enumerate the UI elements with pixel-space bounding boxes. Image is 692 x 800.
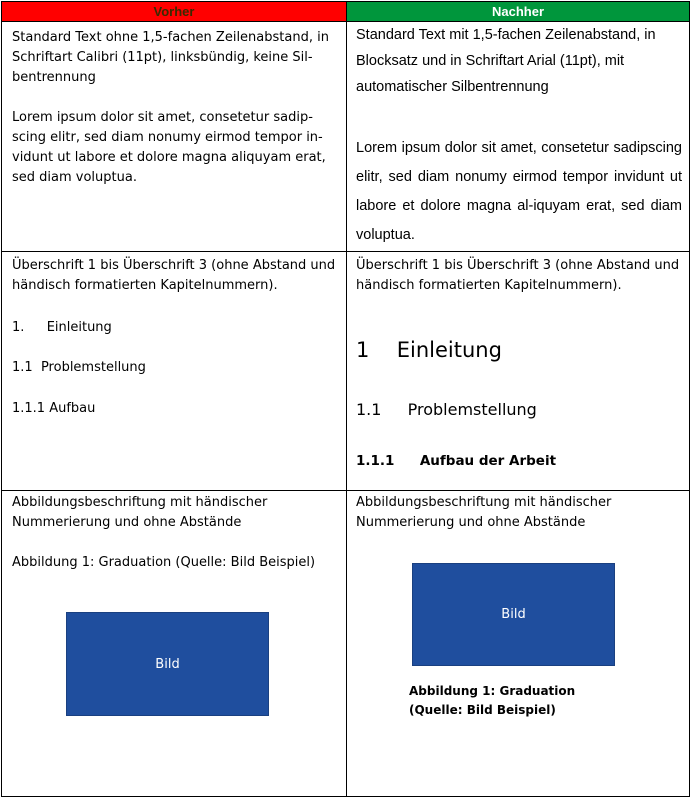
cell-headings-before xyxy=(1,251,347,491)
figure-caption: Abbildung 1: Graduation (Quelle: Bild Beispiel) xyxy=(12,555,316,570)
headings-description: Überschrift 1 bis Überschrift 3 (ohne Abstand und händisch formatierten Kapitelnummern). xyxy=(356,258,680,293)
header-vorher xyxy=(1,1,347,22)
figure-caption-line-2: (Quelle: Bild Beispiel) xyxy=(409,703,556,717)
image-label: Bild xyxy=(155,656,180,672)
cell-captions-after xyxy=(346,490,690,797)
header-nachher xyxy=(346,1,690,22)
header-vorher-label: Vorher xyxy=(153,4,195,19)
cell-headings-after xyxy=(346,251,690,491)
placeholder-image xyxy=(412,563,615,666)
heading-3-after xyxy=(356,451,682,471)
heading-1-number: 1 xyxy=(356,338,370,362)
captions-description: Abbildungsbeschriftung mit händischer Nummerierung und ohne Abstände xyxy=(356,495,612,530)
placeholder-image xyxy=(66,612,269,716)
heading-1-after xyxy=(356,336,682,364)
heading-3-number: 1.1.1 xyxy=(356,453,395,469)
heading-1-text: Einleitung xyxy=(46,320,112,335)
header-nachher-label: Nachher xyxy=(491,4,545,19)
heading-1-number: 1. xyxy=(12,320,25,335)
lorem-ipsum-paragraph: Lorem ipsum dolor sit amet, consetetur sadipscing elitr, sed diam nonumy eirmod tempor invidunt ut labore et dolore magna al-iquyam erat, sed diam voluptua. xyxy=(356,140,682,243)
standard-text-description: Standard Text ohne 1,5-fachen Zeilenabstand, in Schriftart Calibri (11pt), linksbündig, keine Sil-bentrennung xyxy=(12,30,329,85)
heading-1-before xyxy=(12,318,340,338)
heading-1-text: Einleitung xyxy=(396,338,502,362)
cell-standard-text-after xyxy=(346,21,690,252)
standard-text-description: Standard Text mit 1,5-fachen Zeilenabstand, in Blocksatz und in Schriftart Arial (11pt), mit automatischer Silbentrennung xyxy=(356,27,656,95)
comparison-table xyxy=(1,1,690,797)
captions-description: Abbildungsbeschriftung mit händischer Nummerierung und ohne Abstände xyxy=(12,495,268,530)
heading-2-text: Problemstellung xyxy=(407,400,537,419)
lorem-ipsum-paragraph: Lorem ipsum dolor sit amet, consetetur sadip-scing elitr, sed diam nonumy eirmod tempor in-vidunt ut labore et dolore magna aliquyam erat, sed diam voluptua. xyxy=(12,110,326,185)
heading-3-text: Aufbau der Arbeit xyxy=(419,453,557,469)
heading-2-before: 1.1 Problemstellung xyxy=(12,360,146,375)
heading-3-before: 1.1.1 Aufbau xyxy=(12,401,96,416)
heading-2-after xyxy=(356,399,682,421)
image-label: Bild xyxy=(501,607,526,622)
figure-caption-line-1: Abbildung 1: Graduation xyxy=(409,684,576,698)
cell-captions-before xyxy=(1,490,347,797)
headings-description: Überschrift 1 bis Überschrift 3 (ohne Abstand und händisch formatierten Kapitelnummern). xyxy=(12,258,336,293)
cell-standard-text-before xyxy=(1,21,347,252)
heading-2-number: 1.1 xyxy=(356,400,382,419)
figure-caption xyxy=(409,682,669,720)
